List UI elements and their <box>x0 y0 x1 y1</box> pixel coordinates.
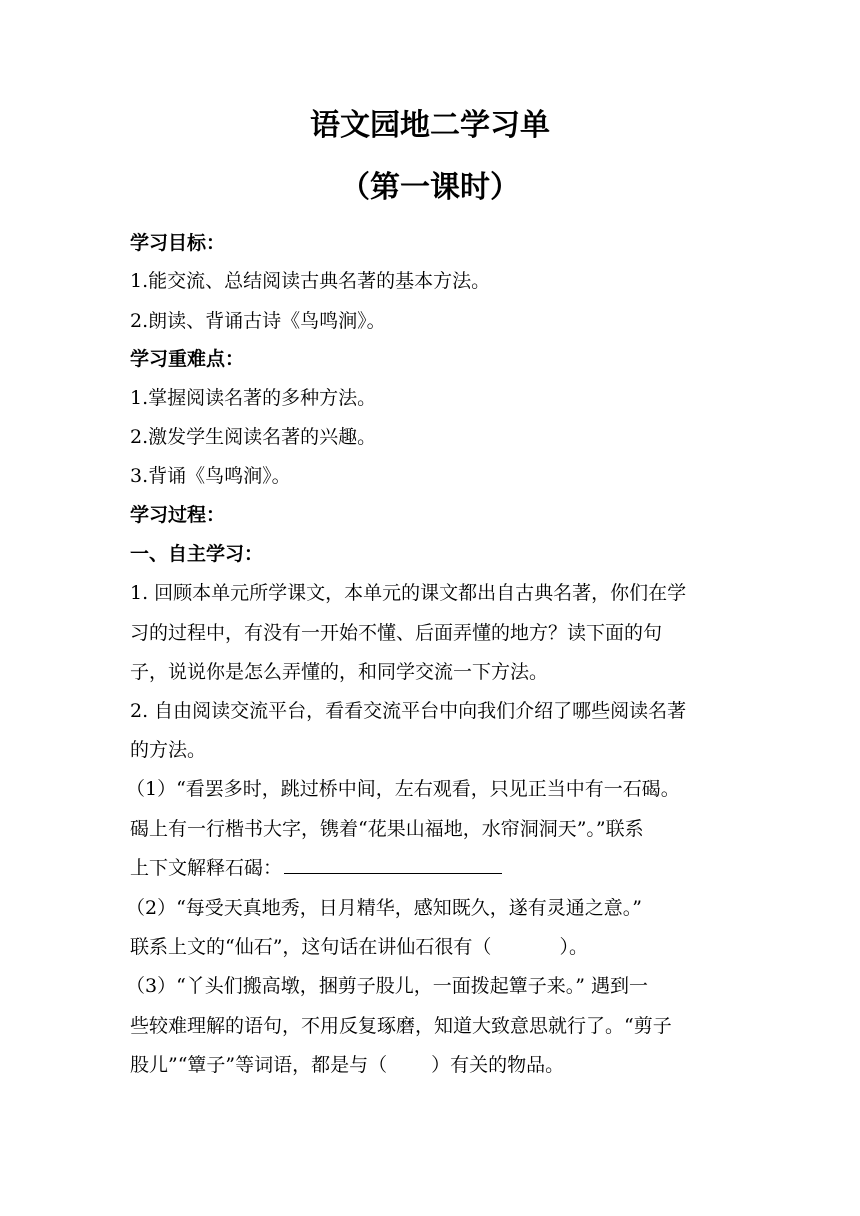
sub-question-3-line: 些较难理解的语句，不用反复琢磨，知道大致意思就行了。“剪子 <box>130 1015 672 1037</box>
question-2-line: 的方法。 <box>130 739 207 761</box>
sub-question-1-line: 碣上有一行楷书大字，镌着“花果山福地，水帘洞洞天”。”联系 <box>130 818 644 840</box>
sub-question-2-answer-line <box>130 932 730 962</box>
question-1-line: 子，说说你是怎么弄懂的，和同学交流一下方法。 <box>130 661 549 683</box>
question-2-line: 2. 自由阅读交流平台，看看交流平台中向我们介绍了哪些阅读名著 <box>130 700 687 722</box>
sub-question-3-prompt: 股儿”“簟子”等词语，都是与（ <box>130 1054 388 1076</box>
sub-question-3-suffix: ）有关的物品。 <box>431 1054 565 1076</box>
key-points-heading: 学习重难点： <box>130 348 245 370</box>
sub-question-2-line: （2）“每受天真地秀，日月精华，感知既久，遂有灵通之意。” <box>126 897 643 919</box>
sub-question-2-suffix: ）。 <box>559 936 588 958</box>
sub-question-3-line: （3）“丫头们搬高墩，捆剪子股儿，一面拨起簟子来。” 遇到一 <box>126 975 649 997</box>
answer-blank[interactable] <box>284 853 502 874</box>
question-1-line: 习的过程中，有没有一开始不懂、后面弄懂的地方？读下面的句 <box>130 622 663 644</box>
sub-question-1-prompt: 上下文解释石碣： <box>130 857 283 879</box>
sub-question-2-prompt: 联系上文的“仙石”，这句话在讲仙石很有（ <box>130 936 492 958</box>
objectives-heading: 学习目标： <box>130 232 226 254</box>
document-subtitle: （第一课时） <box>340 170 520 205</box>
process-heading: 学习过程： <box>130 504 226 526</box>
objective-item: 1.能交流、总结阅读古典名著的基本方法。 <box>130 270 491 292</box>
question-1-line: 1. 回顾本单元所学课文，本单元的课文都出自古典名著，你们在学 <box>130 582 687 604</box>
key-point-item: 3.背诵《鸟鸣涧》。 <box>130 465 291 487</box>
sub-question-3-answer-line <box>130 1050 730 1080</box>
key-point-item: 2.激发学生阅读名著的兴趣。 <box>130 426 377 448</box>
section-heading: 一、自主学习： <box>130 543 264 565</box>
objective-item: 2.朗读、背诵古诗《鸟鸣涧》。 <box>130 310 386 332</box>
sub-question-1-line: （1）“看罢多时，跳过桥中间，左右观看，只见正当中有一石碣。 <box>126 778 680 800</box>
sub-question-1-answer-line <box>130 853 730 883</box>
document-title: 语文园地二学习单 <box>310 108 550 143</box>
key-point-item: 1.掌握阅读名著的多种方法。 <box>130 387 377 409</box>
